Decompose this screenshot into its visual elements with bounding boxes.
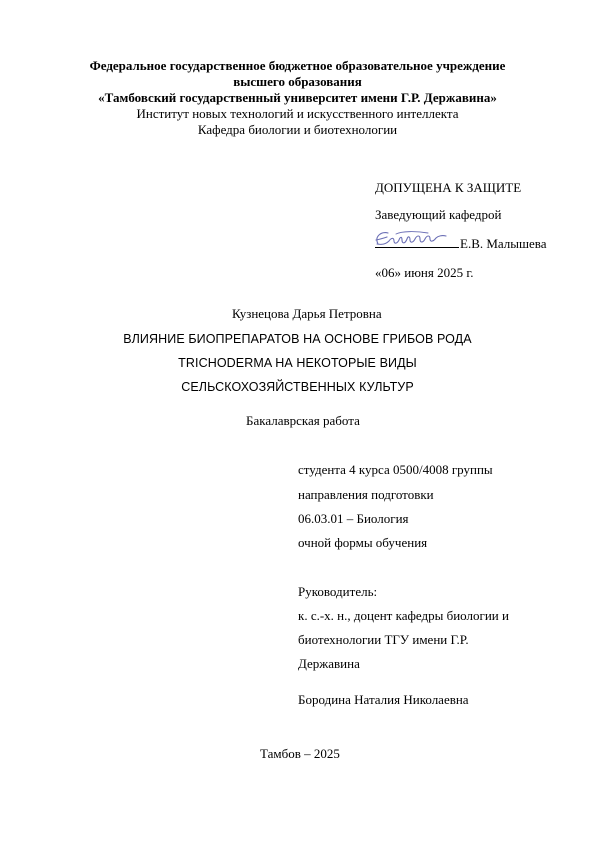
department-name: Кафедра биологии и биотехнологии xyxy=(197,122,398,137)
city-year: Тамбов – 2025 xyxy=(260,746,340,761)
ministry-line: Федеральное государственное бюджетное образовательное учреждение xyxy=(89,58,506,73)
thesis-title-line-3: СЕЛЬСКОХОЗЯЙСТВЕННЫХ КУЛЬТУР xyxy=(181,380,414,394)
supervisor-degree-line-1: к. с.-х. н., доцент кафедры биологии и xyxy=(298,608,509,623)
signature-line xyxy=(375,247,459,248)
approval-role: Заведующий кафедрой xyxy=(375,207,502,222)
supervisor-name: Бородина Наталия Николаевна xyxy=(298,692,469,707)
thesis-title-line-2: TRICHODERMA НА НЕКОТОРЫЕ ВИДЫ xyxy=(178,356,417,370)
supervisor-degree-line-2: биотехнологии ТГУ имени Г.Р. xyxy=(298,632,469,647)
supervisor-label: Руководитель: xyxy=(298,584,378,599)
supervisor-degree-line-3: Державина xyxy=(298,656,360,671)
student-direction-label: направления подготовки xyxy=(298,487,434,502)
approval-title: ДОПУЩЕНА К ЗАЩИТЕ xyxy=(375,180,522,195)
student-group: студента 4 курса 0500/4008 группы xyxy=(298,462,493,477)
work-type: Бакалаврская работа xyxy=(246,413,360,428)
author-name: Кузнецова Дарья Петровна xyxy=(232,306,382,321)
education-level-line: высшего образования xyxy=(233,74,362,89)
student-study-form: очной формы обучения xyxy=(298,535,428,550)
thesis-title-line-1: ВЛИЯНИЕ БИОПРЕПАРАТОВ НА ОСНОВЕ ГРИБОВ РОДА xyxy=(123,332,472,346)
approval-date: «06» июня 2025 г. xyxy=(375,265,474,280)
head-of-department-name: Е.В. Малышева xyxy=(460,236,547,251)
university-name: «Тамбовский государственный университет имени Г.Р. Державина» xyxy=(98,90,497,105)
student-direction-code: 06.03.01 – Биология xyxy=(298,511,409,526)
institute-name: Институт новых технологий и искусственного интеллекта xyxy=(136,106,459,121)
